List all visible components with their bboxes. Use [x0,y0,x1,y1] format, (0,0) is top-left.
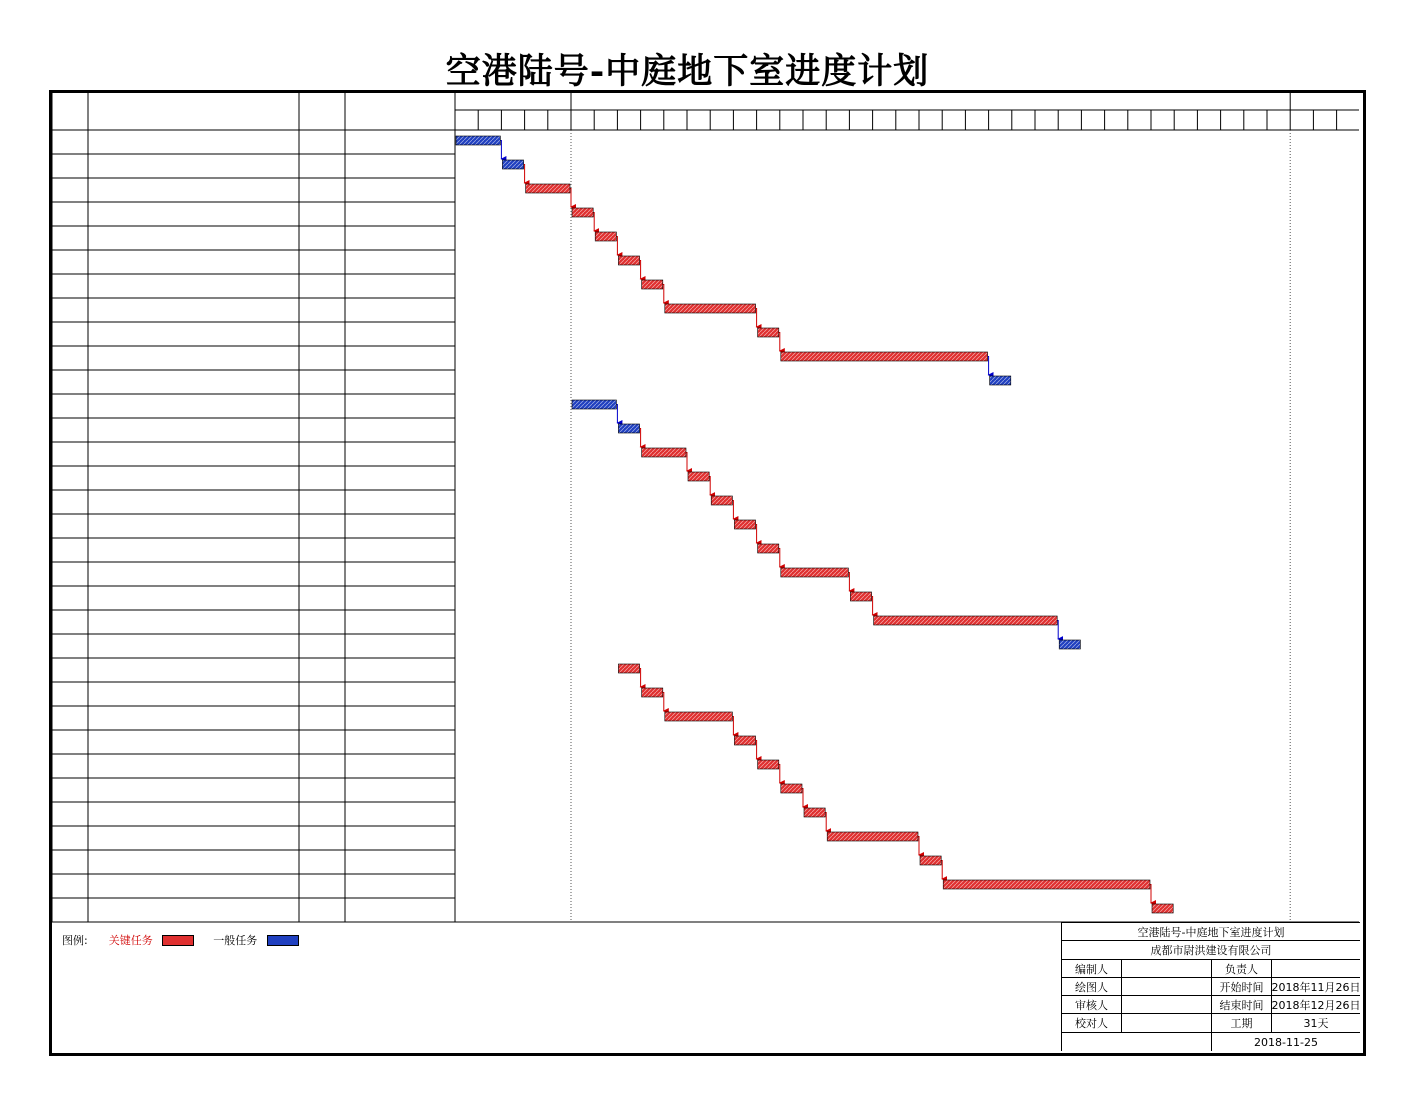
task-bar [758,760,779,769]
info-drawer-value [1122,978,1212,995]
info-start-label: 开始时间 [1212,978,1272,995]
task-bar [827,832,918,841]
task-bar [990,376,1011,385]
info-duration-value: 31天 [1303,1017,1329,1030]
task-bar [618,664,639,673]
legend-title: 图例: [62,934,88,947]
task-bar [874,616,1058,625]
legend-normal-swatch [267,935,299,946]
info-checker-label: 校对人 [1062,1014,1122,1032]
task-bar [688,472,709,481]
task-bar [456,136,500,145]
task-bar [642,280,663,289]
info-end-label: 结束时间 [1212,996,1272,1013]
task-bar [850,592,871,601]
info-owner-value [1272,960,1360,977]
task-bar [502,160,523,169]
info-date: 2018-11-25 [1254,1035,1318,1049]
task-bar [642,448,686,457]
legend-normal-label: 一般任务 [213,934,258,947]
info-duration-label: 工期 [1212,1014,1272,1032]
task-bar [618,256,639,265]
task-bar [920,856,941,865]
task-bar [943,880,1150,889]
task-bar [758,328,779,337]
info-company: 成都市尉洪建设有限公司 [1150,944,1272,957]
info-reviewer-label: 审核人 [1062,996,1122,1013]
legend-critical-label: 关键任务 [108,934,153,947]
info-compiler-label: 编制人 [1062,960,1122,977]
task-bar [572,400,616,409]
info-end-value: 2018年12月26日 [1271,998,1361,1012]
info-start-value: 2018年11月26日 [1271,980,1361,994]
info-reviewer-value [1122,996,1212,1013]
task-bar [526,184,570,193]
legend-critical-swatch [162,935,194,946]
task-bar [1152,904,1173,913]
info-title: 空港陆号-中庭地下室进度计划 [1137,925,1285,939]
info-block [1061,922,1360,1051]
task-bar [665,712,733,721]
info-blank [1062,1033,1212,1051]
task-bar [781,568,849,577]
task-bar [618,424,639,433]
task-bar [734,520,755,529]
task-bar [734,736,755,745]
info-owner-label: 负责人 [1212,960,1272,977]
info-drawer-label: 绘图人 [1062,978,1122,995]
task-bar [1059,640,1080,649]
task-bar [572,208,593,217]
legend [62,932,305,948]
task-bar [665,304,756,313]
task-bar [781,352,988,361]
task-bar [711,496,732,505]
task-bar [804,808,825,817]
task-bar [758,544,779,553]
page-title: 空港陆号-中庭地下室进度计划 [445,51,930,92]
info-checker-value [1122,1014,1212,1032]
info-compiler-value [1122,960,1212,977]
task-bar [642,688,663,697]
task-bar [595,232,616,241]
task-bar [781,784,802,793]
